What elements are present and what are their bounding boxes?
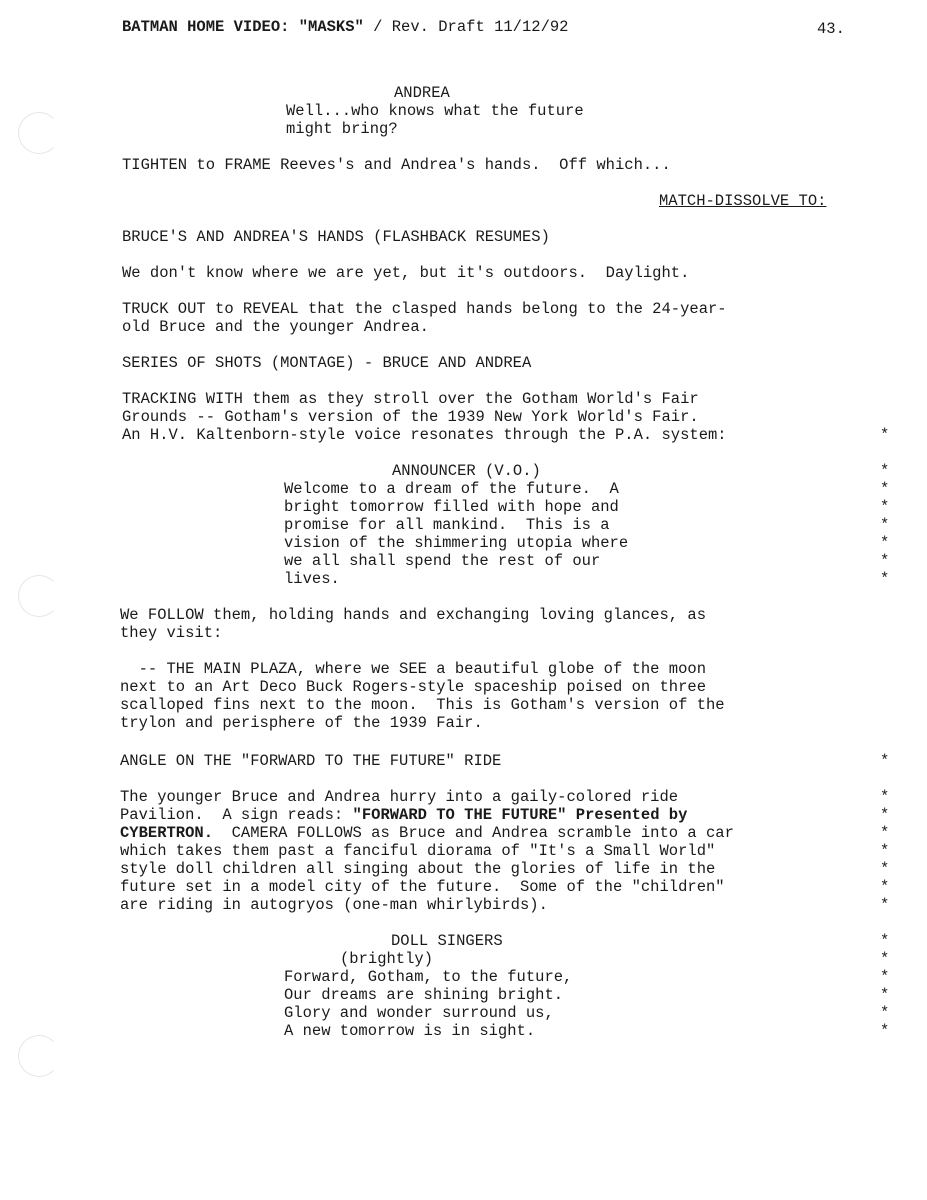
revision-mark: * <box>880 426 890 444</box>
parenthetical: (brightly) <box>340 950 434 968</box>
dialogue-line: Glory and wonder surround us, <box>284 1004 554 1022</box>
dialogue-line: we all shall spend the rest of our <box>284 552 601 570</box>
dialogue-line: Well...who knows what the future <box>286 102 584 120</box>
hole-punch-mark-middle <box>18 575 60 617</box>
revision-mark: * <box>880 462 890 480</box>
montage-heading: SERIES OF SHOTS (MONTAGE) - BRUCE AND ANDREA <box>122 354 532 372</box>
action-line: trylon and perisphere of the 1939 Fair. <box>120 714 483 732</box>
dialogue-line: vision of the shimmering utopia where <box>284 534 629 552</box>
revision-mark: * <box>880 824 890 842</box>
character-cue-doll-singers: DOLL SINGERS <box>391 932 503 950</box>
dialogue-line: bright tomorrow filled with hope and <box>284 498 619 516</box>
action-line: scalloped fins next to the moon. This is Gotham's version of the <box>120 696 725 714</box>
revision-mark: * <box>880 516 890 534</box>
action-line: TIGHTEN to FRAME Reeves's and Andrea's hands. Off which... <box>122 156 671 174</box>
page-header <box>122 18 568 36</box>
action-text: Pavilion. A sign reads: <box>120 806 353 824</box>
dialogue-line: Welcome to a dream of the future. A <box>284 480 619 498</box>
revision-mark: * <box>880 1004 890 1022</box>
action-line: future set in a model city of the future. Some of the "children" <box>120 878 725 896</box>
action-line: TRUCK OUT to REVEAL that the clasped hands belong to the 24-year- <box>122 300 727 318</box>
action-line: old Bruce and the younger Andrea. <box>122 318 429 336</box>
revision-mark: * <box>880 860 890 878</box>
revision-mark: * <box>880 480 890 498</box>
revision-mark: * <box>880 896 890 914</box>
dialogue-line: Forward, Gotham, to the future, <box>284 968 573 986</box>
action-line: Grounds -- Gotham's version of the 1939 New York World's Fair. <box>122 408 699 426</box>
sign-text: CYBERTRON. <box>120 824 214 842</box>
dialogue-line: A new tomorrow is in sight. <box>284 1022 536 1040</box>
action-line: which takes them past a fanciful diorama of "It's a Small World" <box>120 842 716 860</box>
revision-mark: * <box>880 806 890 824</box>
hole-punch-mark-bottom <box>18 1035 60 1077</box>
dialogue-line: promise for all mankind. This is a <box>284 516 610 534</box>
action-line: An H.V. Kaltenborn-style voice resonates through the P.A. system: <box>122 426 727 444</box>
revision-date: / Rev. Draft 11/12/92 <box>363 18 569 36</box>
scene-heading: BRUCE'S AND ANDREA'S HANDS (FLASHBACK RESUMES) <box>122 228 550 246</box>
revision-mark: * <box>880 570 890 588</box>
action-line: next to an Art Deco Buck Rogers-style spaceship poised on three <box>120 678 706 696</box>
page-number: 43. <box>817 20 845 38</box>
revision-mark: * <box>880 552 890 570</box>
revision-mark: * <box>880 842 890 860</box>
revision-mark: * <box>880 498 890 516</box>
revision-mark: * <box>880 968 890 986</box>
character-cue-andrea: ANDREA <box>394 84 450 102</box>
revision-mark: * <box>880 788 890 806</box>
action-line: -- THE MAIN PLAZA, where we SEE a beautiful globe of the moon <box>120 660 706 678</box>
revision-mark: * <box>880 752 890 770</box>
angle-heading: ANGLE ON THE "FORWARD TO THE FUTURE" RIDE <box>120 752 502 770</box>
action-line: We don't know where we are yet, but it's outdoors. Daylight. <box>122 264 690 282</box>
revision-mark: * <box>880 950 890 968</box>
action-line <box>120 824 734 842</box>
revision-mark: * <box>880 1022 890 1040</box>
transition-match-dissolve: MATCH-DISSOLVE TO: <box>659 192 827 210</box>
action-line: The younger Bruce and Andrea hurry into a gaily-colored ride <box>120 788 679 806</box>
action-line: TRACKING WITH them as they stroll over the Gotham World's Fair <box>122 390 699 408</box>
revision-mark: * <box>880 878 890 896</box>
character-cue-announcer: ANNOUNCER (V.O.) <box>392 462 541 480</box>
hole-punch-mark-top <box>18 112 60 154</box>
revision-mark: * <box>880 534 890 552</box>
script-title: BATMAN HOME VIDEO: "MASKS" <box>122 18 364 36</box>
action-line <box>120 806 687 824</box>
action-line: We FOLLOW them, holding hands and exchanging loving glances, as <box>120 606 706 624</box>
sign-text: "FORWARD TO THE FUTURE" Presented by <box>352 806 688 824</box>
dialogue-line: lives. <box>284 570 340 588</box>
action-text: CAMERA FOLLOWS as Bruce and Andrea scramble into a car <box>213 824 734 842</box>
action-line: they visit: <box>120 624 223 642</box>
action-line: style doll children all singing about the glories of life in the <box>120 860 716 878</box>
action-line: are riding in autogryos (one-man whirlybirds). <box>120 896 548 914</box>
revision-mark: * <box>880 932 890 950</box>
dialogue-line: might bring? <box>286 120 398 138</box>
revision-mark: * <box>880 986 890 1004</box>
dialogue-line: Our dreams are shining bright. <box>284 986 564 1004</box>
